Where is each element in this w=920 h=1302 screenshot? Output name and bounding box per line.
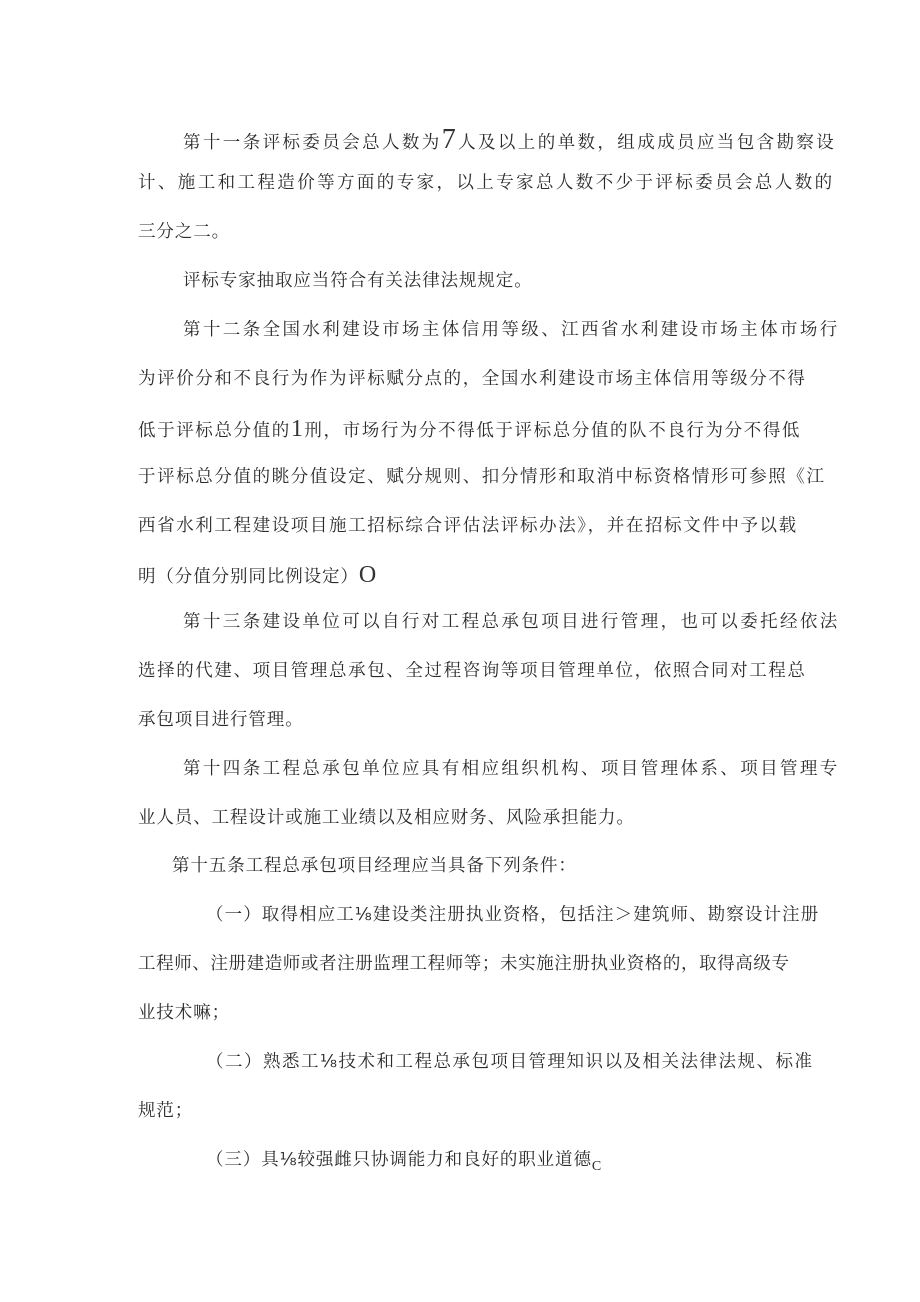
- text-run: 业人员、工程设计或施工业绩以及相应财务、风险承担能力。: [138, 808, 635, 828]
- item-1-line-1: [206, 907, 819, 925]
- article-13-line-1: [183, 614, 840, 632]
- text-run: 西省水利工程建设项目施工招标综合评估法评标办法》，并在招标文件中予以载: [138, 516, 798, 536]
- text-run: 为评价分和不良行为作为评标赋分点的，全国水利建设市场主体信用等级分不得: [138, 369, 807, 389]
- item-3-line-1: [206, 1150, 603, 1174]
- text-run: 选择的代建、项目管理总承包、全过程咨询等项目管理单位，依照合同对工程总: [138, 661, 807, 681]
- text-run: 人及以上的单数，组成成员应当包含勘察设: [458, 133, 837, 153]
- text-run: 评标专家抽取应当符合有关法律法规规定。: [183, 271, 533, 291]
- text-run: 第十三条建设单位可以自行对工程总承包项目进行管理，也可以委托经依法: [183, 612, 840, 632]
- text-run: 第十四条工程总承包单位应具有相应组织机构、项目管理体系、项目管理专: [183, 759, 840, 779]
- number-run: 7: [441, 124, 459, 155]
- text-run: 规范；: [138, 1101, 194, 1121]
- text-run: （二）熟悉工⅛技术和工程总承包项目管理知识以及相关法律法规、标准: [206, 1052, 814, 1072]
- text-run: 承包项目进行管理。: [138, 710, 304, 730]
- text-run: 刑，市场行为分不得低于评标总分值的队不良行为分不得低: [304, 421, 802, 441]
- article-12-line-4: [138, 469, 826, 487]
- item-2-line-2: [138, 1103, 193, 1121]
- text-run: 第十五条工程总承包项目经理应当具备下列条件：: [172, 856, 577, 876]
- text-run: 低于评标总分值的: [138, 421, 291, 441]
- number-run: 1: [290, 416, 305, 442]
- article-12-line-3: [138, 417, 801, 441]
- item-1-line-3: [138, 1005, 230, 1023]
- article-11-line-2: [138, 175, 835, 193]
- article-12-line-6: [138, 563, 377, 587]
- article-13-line-3: [138, 712, 304, 730]
- text-run: 工程师、注册建造师或者注册监理工程师等；未实施注册执业资格的，取得高级专: [138, 954, 790, 974]
- article-12-line-2: [138, 371, 807, 389]
- text-run: 三分之二。: [138, 222, 230, 242]
- article-13-line-2: [138, 663, 807, 681]
- text-run: 计、施工和工程造价等方面的专家，以上专家总人数不少于评标委员会总人数的: [138, 173, 835, 193]
- article-14-line-2: [138, 810, 635, 828]
- text-run: 明（分值分别同比例设定）: [138, 567, 359, 587]
- text-run: 业技术嘛；: [138, 1003, 230, 1023]
- article-11-line-3: [138, 224, 230, 242]
- text-run: 于评标总分值的眺分值设定、赋分规则、扣分情形和取消中标资格情形可参照《江: [138, 467, 826, 487]
- article-15-line: [172, 858, 577, 876]
- article-12-line-1: [183, 322, 840, 340]
- char-run: C: [591, 1159, 603, 1174]
- article-11-line-1: [183, 126, 836, 154]
- article-12-line-5: [138, 518, 798, 536]
- char-run: O: [358, 562, 378, 588]
- article-14-line-1: [183, 761, 840, 779]
- text-run: （三）具⅛较强雌只协调能力和良好的职业道德: [206, 1150, 592, 1170]
- expert-selection-line: [183, 273, 533, 291]
- text-run: 第十二条全国水利建设市场主体信用等级、江西省水利建设市场主体市场行: [183, 320, 840, 340]
- text-run: （一）取得相应工⅛建设类注册执业资格，包括注＞建筑师、勘察设计注册: [206, 905, 820, 925]
- text-run: 第十一条评标委员会总人数为: [183, 133, 442, 153]
- item-2-line-1: [206, 1054, 813, 1072]
- item-1-line-2: [138, 956, 790, 974]
